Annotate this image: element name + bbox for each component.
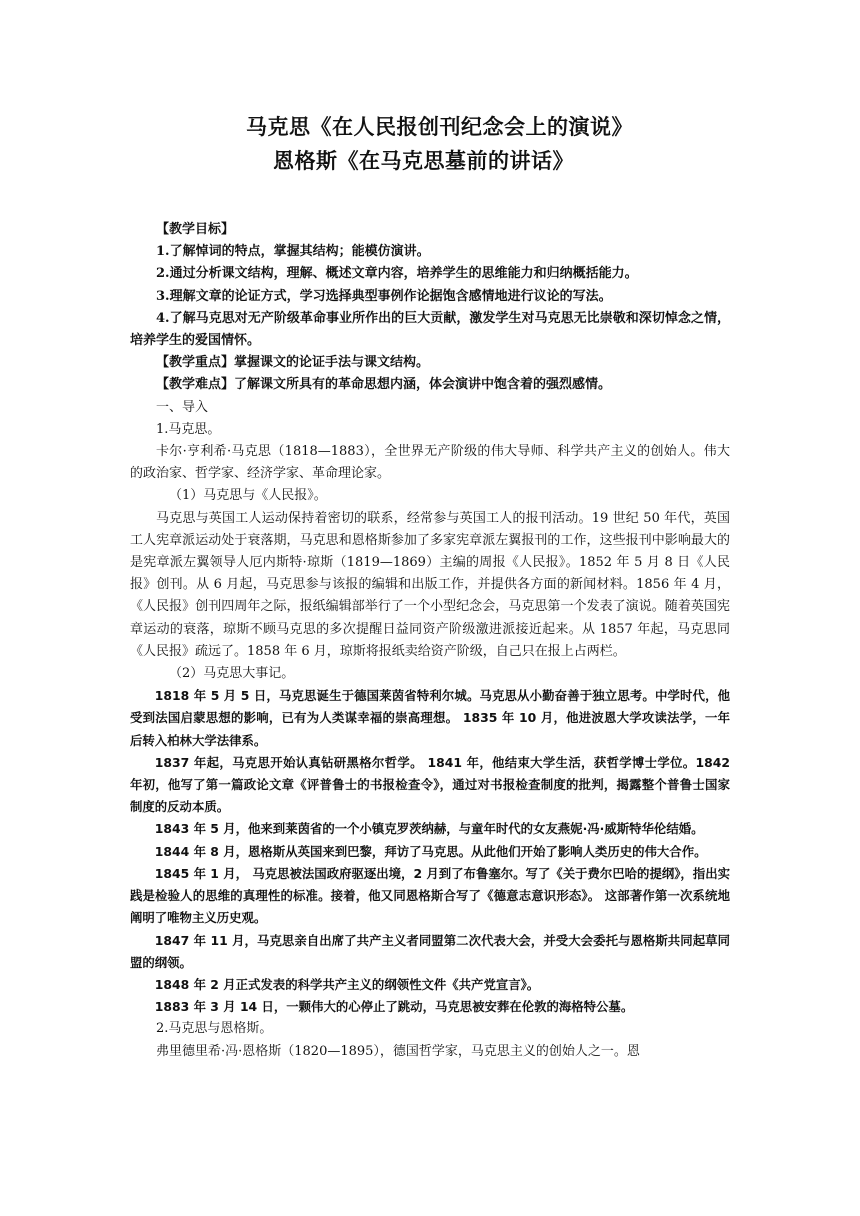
- objectives-heading: 【教学目标】: [156, 222, 235, 237]
- event-paragraph: 1845 年 1 月， 马克思被法国政府驱逐出境，2 月到了布鲁塞尔。写了《关于费尔巴哈的提纲》，指出实践是检验人的思维的真理性的标准。接着，他又同恩格斯合写了《德意志意识形态》。 这部著作第一次系统地阐明了唯物主义历史观。: [130, 865, 730, 926]
- event-paragraph: 1843 年 5 月，他来到莱茵省的一个小镇克罗茨纳赫，与童年时代的女友燕妮·冯·威斯特华伦结婚。: [154, 821, 704, 837]
- objective-item: 2.通过分析课文结构，理解、概述文章内容，培养学生的思维能力和归纳概括能力。: [156, 266, 638, 282]
- subsection-heading: （1）马克思与《人民报》。: [169, 488, 327, 504]
- key-point: 【教学重点】掌握课文的论证手法与课文结构。: [156, 355, 430, 371]
- document-body: [130, 219, 730, 1063]
- title-line-1: 马克思《在人民报创刊纪念会上的演说》: [246, 115, 633, 139]
- event-paragraph: 1883 年 3 月 14 日，一颗伟大的心停止了跳动，马克思被安葬在伦敦的海格特公墓。: [154, 999, 634, 1015]
- event-paragraph: 1848 年 2 月正式发表的科学共产主义的纲领性文件《共产党宣言》。: [154, 976, 540, 992]
- objective-item: 4.了解马克思对无产阶级革命事业所作出的巨大贡献，激发学生对马克思无比崇敬和深切悼念之情，培养学生的爱国情怀。: [130, 310, 730, 349]
- marx-intro-paragraph: 卡尔·亨利希·马克思（1818—1883），全世界无产阶级的伟大导师、科学共产主义的创始人。伟大的政治家、哲学家、经济学家、革命理论家。: [130, 444, 730, 482]
- subsection-heading: （2）马克思大事记。: [169, 666, 295, 682]
- title-line-2: 恩格斯《在马克思墓前的讲话》: [273, 149, 574, 173]
- event-paragraph: 1847 年 11 月，马克思亲自出席了共产主义者同盟第二次代表大会，并受大会委托与恩格斯共同起草同盟的纲领。: [130, 932, 730, 970]
- subsection-heading: 1.马克思。: [156, 421, 221, 437]
- engels-intro-paragraph: 弗里德里希·冯·恩格斯（1820—1895），德国哲学家，马克思主义的创始人之一。恩: [156, 1043, 640, 1059]
- section-heading: 一、导入: [156, 399, 209, 415]
- event-paragraph: 1837 年起，马克思开始认真钻研黑格尔哲学。 1841 年，他结束大学生活，获哲学博士学位。1842 年初，他写了第一篇政论文章《评普鲁士的书报检查令》，通过对书报检查制度的批判，揭露整个普鲁士国家制度的反动本质。: [130, 754, 730, 815]
- objective-item: 1.了解悼词的特点，掌握其结构；能模仿演讲。: [156, 244, 430, 260]
- objective-item: 3.理解文章的论证方式，学习选择典型事例作论据饱含感情地进行议论的写法。: [156, 288, 612, 304]
- peoples-paper-paragraph: 马克思与英国工人运动保持着密切的联系，经常参与英国工人的报刊活动。19 世纪 50 年代，英国工人宪章派运动处于衰落期，马克思和恩格斯参加了多家宪章派左翼报刊的工作，这些报刊中影响最大的是宪章派左翼领导人厄内斯特·琼斯（1819—1869）主编的周报《人民报》。1852 年 5 月 8 日《人民报》创刊。从 6 月起，马克思参与该报的编辑和出版工作，并提供各方面的新闻材料。1856 年 4 月，《人民报》创刊四周年之际，报纸编辑部举行了一个小型纪念会，马克思第一个发表了演说。随着英国宪章运动的衰落，琼斯不顾马克思的多次提醒日益同资产阶级激进派接近起来。从 1857 年起，马克思同《人民报》疏远了。1858 年 6 月，琼斯将报纸卖给资产阶级，自己只在报上占两栏。: [130, 510, 730, 659]
- event-paragraph: 1844 年 8 月，恩格斯从英国来到巴黎，拜访了马克思。从此他们开始了影响人类历史的伟大合作。: [154, 843, 707, 859]
- difficulty: 【教学难点】了解课文所具有的革命思想内涵，体会演讲中饱含着的强烈感情。: [156, 377, 612, 393]
- event-paragraph: 1818 年 5 月 5 日，马克思诞生于德国莱茵省特利尔城。马克思从小勤奋善于独立思考。中学时代，他受到法国启蒙思想的影响，已有为人类谋幸福的崇高理想。 1835 年 10 月，他进波恩大学攻读法学，一年后转入柏林大学法律系。: [130, 688, 730, 748]
- subsection-heading: 2.马克思与恩格斯。: [156, 1021, 273, 1037]
